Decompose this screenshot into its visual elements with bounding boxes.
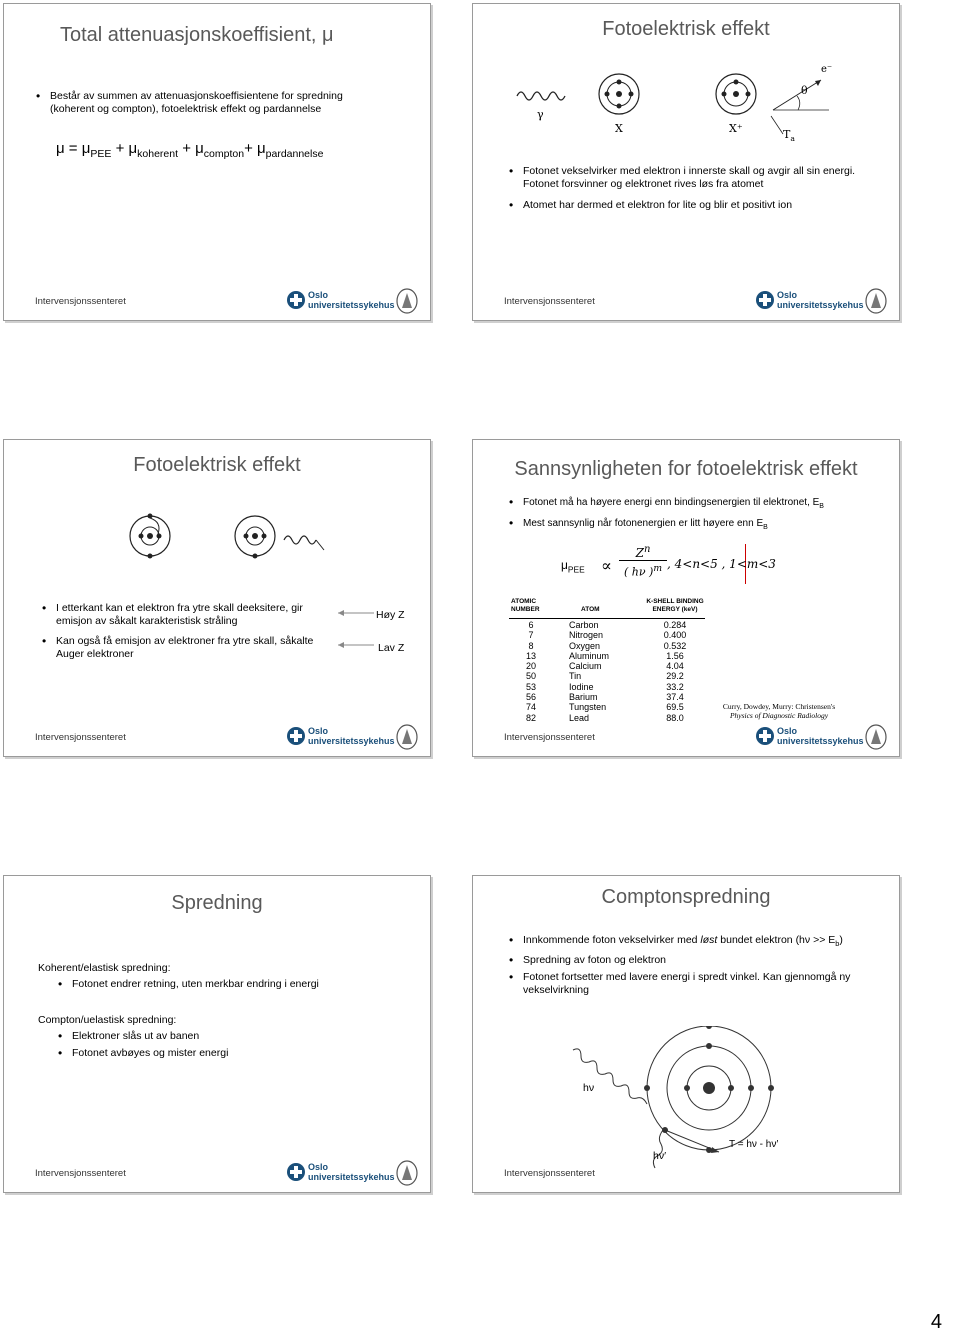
slide-title: Total attenuasjonskoeffisient, μ (60, 24, 334, 46)
bullet-list (56, 1030, 396, 1064)
table-cell: 0.400 (663, 630, 687, 641)
table-row (509, 661, 705, 671)
label-x-plus: X⁺ (729, 122, 743, 135)
oslo-universitetssykehus-logo: Oslo universitetssykehus (755, 724, 887, 750)
hospital-cross-icon (755, 290, 775, 310)
bullet-item: • Består av summen av attenuasjonskoeffisientene for spredning (koherent og compton), fotoelektrisk effekt og pardannelse (34, 90, 374, 116)
label-theta: θ (801, 84, 808, 97)
bullet-item: • Fotonet avbøyes og mister energi (56, 1047, 396, 1060)
slide-compton-scattering (472, 875, 900, 1193)
bullet-item: • Atomet har dermed et elektron for lite og blir et positivt ion (507, 199, 857, 212)
table-row (509, 651, 705, 661)
slide-scattering (3, 875, 431, 1193)
table-header: ATOMIC NUMBER (511, 598, 540, 613)
table-header: K-SHELL BINDING ENERGY (keV) (646, 598, 704, 613)
table-cell: Oxygen (569, 640, 601, 651)
table-cell: 0.284 (663, 620, 687, 630)
bullet-item: • Fotonet må ha høyere energi enn bindingsenergien til elektronet, $E_B$ (507, 496, 887, 513)
table-row (509, 692, 705, 702)
bullet-list (40, 602, 330, 665)
table-row (509, 671, 705, 681)
table-cell: 37.4 (666, 692, 684, 703)
table-cell: 20 (525, 661, 536, 672)
label-x: X (615, 122, 623, 135)
hospital-cross-icon (286, 1162, 306, 1182)
hospital-cross-icon (286, 290, 306, 310)
table-row (509, 641, 705, 651)
crest-icon (396, 724, 418, 750)
label-t: T = hν - hν′ (729, 1139, 779, 1150)
bullet-list (507, 934, 877, 1001)
label-ta: $T_a$ (783, 128, 795, 144)
table-cell: 74 (525, 702, 536, 713)
label-gamma: γ (537, 108, 544, 121)
bullet-list (34, 90, 374, 120)
crest-icon (865, 288, 887, 314)
table-cell: 13 (525, 650, 536, 661)
table-row (509, 682, 705, 692)
bullet-item: • Mest sannsynlig når fotonenergien er litt høyere enn $E_B$ (507, 517, 887, 534)
table-cell: 4.04 (666, 661, 684, 672)
bullet-item: • Kan også få emisjon av elektroner fra ytre skall, såkalte Auger elektroner (40, 635, 330, 661)
page-number: 4 (930, 1311, 942, 1333)
table-row (509, 620, 705, 630)
slide-photoelectric-deexcitation (3, 439, 431, 757)
table-cell: 0.532 (663, 640, 687, 651)
oslo-universitetssykehus-logo: Oslo universitetssykehus (286, 1160, 418, 1186)
hospital-cross-icon (286, 726, 306, 746)
bullet-item: • Spredning av foton og elektron (507, 954, 877, 967)
label-high-z: Høy Z (376, 609, 405, 621)
label-electron: e⁻ (821, 64, 833, 75)
footer-org: Intervensjonssenteret (35, 1168, 126, 1179)
footer-org: Intervensjonssenteret (35, 296, 126, 307)
crest-icon (396, 1160, 418, 1186)
slide-title: Comptonspredning (601, 886, 771, 908)
bullet-list (507, 496, 887, 538)
table-cell: 29.2 (666, 671, 684, 682)
crest-icon (396, 288, 418, 314)
label-low-z: Lav Z (378, 642, 405, 654)
footer-org: Intervensjonssenteret (35, 732, 126, 743)
bullet-list (56, 978, 396, 995)
oslo-universitetssykehus-logo: Oslo universitetssykehus (755, 288, 887, 314)
bullet-item: • Fotonet fortsetter med lavere energi i spredt vinkel. Kan gjennomgå ny vekselvirkning (507, 971, 877, 997)
slide-title: Sannsynligheten for fotoelektrisk effekt (514, 458, 858, 480)
table-cell: Iodine (569, 681, 594, 692)
table-cell: Calcium (569, 661, 602, 672)
citation: Curry, Dowdey, Murry: Christensen's Physics of Diagnostic Radiology (722, 702, 836, 720)
slide-total-attenuation (3, 3, 431, 321)
table-row (509, 630, 705, 640)
bullet-item: • Fotonet vekselvirker med elektron i innerste skall og avgir all sin energi. Fotonet forsvinner og elektronet rives løs fra atomet (507, 165, 857, 191)
table-cell: Tin (569, 671, 582, 682)
table-cell: Lead (569, 712, 590, 723)
table-cell: 7 (528, 630, 534, 641)
table-cell: 69.5 (666, 702, 684, 713)
label-hv: hν (583, 1082, 595, 1094)
bullet-item: • Elektroner slås ut av banen (56, 1030, 396, 1043)
table-header: ATOM (581, 606, 600, 613)
crest-icon (865, 724, 887, 750)
bullet-item: • Fotonet endrer retning, uten merkbar endring i energi (56, 978, 396, 991)
footer-org: Intervensjonssenteret (504, 732, 595, 743)
slide-photoelectric-effect (472, 3, 900, 321)
hospital-cross-icon (755, 726, 775, 746)
oslo-universitetssykehus-logo: Oslo universitetssykehus (286, 724, 418, 750)
table-row (509, 713, 705, 723)
table-cell: 82 (525, 712, 536, 723)
deexcitation-diagram (4, 506, 431, 566)
k-shell-binding-table (509, 598, 705, 724)
table-cell: 33.2 (666, 681, 684, 692)
table-cell: Barium (569, 692, 598, 703)
footer-org: Intervensjonssenteret (504, 296, 595, 307)
table-cell: 56 (525, 692, 536, 703)
footer-org: Intervensjonssenteret (504, 1168, 595, 1179)
slide-title: Spredning (171, 892, 263, 914)
table-cell: Aluminum (569, 650, 610, 661)
table-cell: 8 (528, 640, 534, 651)
proportionality-formula: $\mu_{PEE}$ ∝ $Z^n$ ( hν )$^m$ , 4<n<5 , 1<m<3 (561, 544, 746, 584)
oslo-universitetssykehus-logo: Oslo universitetssykehus (286, 288, 418, 314)
table-cell: 1.56 (666, 650, 684, 661)
table-cell: 88.0 (666, 712, 684, 723)
table-cell: Nitrogen (569, 630, 604, 641)
section-heading: Koherent/elastisk spredning: (38, 962, 171, 974)
compton-diagram (473, 1026, 900, 1176)
slide-title: Fotoelektrisk effekt (602, 18, 770, 40)
slide-title: Fotoelektrisk effekt (133, 454, 301, 476)
attenuation-equation: $\mu = \mu_{PEE} + \mu_{koherent} + \mu_{compton}+ \mu_{pardannelse}$ (56, 140, 324, 160)
table-row (509, 702, 705, 712)
table-cell: Tungsten (569, 702, 607, 713)
table-cell: 6 (528, 620, 534, 630)
bullet-list (507, 165, 857, 216)
label-hv-prime: hν′ (653, 1150, 667, 1162)
bullet-item: • I etterkant kan et elektron fra ytre skall deeksitere, gir emisjon av såkalt karakteristisk stråling (40, 602, 330, 628)
bullet-item: • Innkommende foton vekselvirker med løst bundet elektron $(h\nu >> E_b)$ (507, 934, 877, 950)
table-cell: Carbon (569, 620, 599, 630)
section-heading: Compton/uelastisk spredning: (38, 1014, 177, 1026)
table-cell: 50 (525, 671, 536, 682)
slide-photoelectric-probability (472, 439, 900, 757)
table-cell: 53 (525, 681, 536, 692)
